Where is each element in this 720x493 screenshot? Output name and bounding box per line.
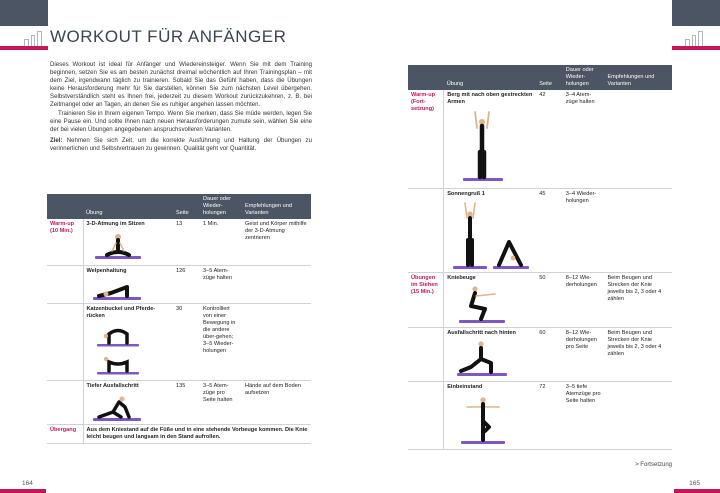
row-duration: 3–4 Atem-züge halten <box>563 90 605 188</box>
row-phase <box>47 303 83 380</box>
row-page: 72 <box>536 381 563 449</box>
header-bar-left <box>0 0 48 26</box>
row-page: 42 <box>536 90 563 188</box>
row-page: 126 <box>173 265 200 303</box>
row-duration: 3–5 Atem-züge halten <box>200 265 242 303</box>
table-row <box>47 219 311 265</box>
exercise-name: 3-D-Atmung im Sitzen <box>86 221 145 227</box>
workout-table-right <box>408 65 672 450</box>
table-row <box>408 381 672 449</box>
row-exercise <box>444 381 537 449</box>
goal-paragraph <box>50 137 312 153</box>
table-row <box>47 265 311 303</box>
mountain-arms-up-figure <box>447 108 517 182</box>
row-page: 30 <box>173 303 200 380</box>
row-page: 13 <box>173 219 200 265</box>
table-row <box>408 188 672 272</box>
page-title: WORKOUT FÜR ANFÄNGER <box>50 27 287 46</box>
row-phase: Übungen im Stehen (15 Min.) <box>408 272 444 327</box>
row-notes <box>604 188 672 272</box>
goal-label: Ziel: <box>50 136 63 144</box>
exercise-name: Welpenhaltung <box>86 267 127 274</box>
one-leg-stand-figure <box>447 393 517 445</box>
exercise-name: Kniebeuge <box>447 274 476 281</box>
low-lunge-figure <box>87 392 147 422</box>
row-exercise <box>83 265 173 303</box>
table-row <box>408 327 672 381</box>
header-notes: Empfehlungen und Varianten <box>242 194 311 219</box>
chart-logo-icon <box>24 28 42 46</box>
row-page: 135 <box>173 380 200 424</box>
row-exercise <box>444 327 537 381</box>
chart-logo-icon <box>685 28 703 46</box>
right-page <box>360 0 720 493</box>
sitting-breathing-figure <box>87 230 147 260</box>
row-page: 60 <box>536 327 563 381</box>
transition-label: Übergang <box>47 424 83 443</box>
exercise-name: Sonnengruß 1 <box>447 190 485 197</box>
header-exercise: Übung <box>444 65 537 90</box>
header-exercise: Übung <box>83 194 173 219</box>
row-exercise <box>444 188 537 272</box>
row-page: 50 <box>536 272 563 327</box>
row-phase <box>47 265 83 303</box>
page-number-right: 165 <box>689 480 700 487</box>
table-row <box>408 90 672 188</box>
row-phase: Warm-up (10 Min.) <box>47 219 83 265</box>
transition-row <box>47 424 311 443</box>
header-notes: Empfehlungen und Varianten <box>604 65 672 90</box>
accent-bar-left <box>0 46 48 50</box>
row-notes <box>604 381 672 449</box>
table-header <box>408 65 672 90</box>
intro-text <box>50 61 312 153</box>
back-lunge-figure <box>447 339 517 377</box>
exercise-name: Tiefer Ausfallschritt <box>86 382 139 389</box>
row-exercise <box>444 90 537 188</box>
intro-paragraph-2: Trainieren Sie in Ihrem eigenen Tempo. Wenn Sie merken, dass Sie müde werden, legen Sie eine Pause ein. Und sollte Ihnen nach neuen Herausforderungen zumute sein, wählen Sie eine der bei vielen Übungen angegebenen anspruchsvolleren Varianten. <box>50 109 312 133</box>
sun-salutation-figure <box>447 200 533 270</box>
table-row <box>47 380 311 424</box>
exercise-name: Berg mit nach oben gestreckten Armen <box>447 92 533 105</box>
row-duration: 8–12 Wie-derholungen pro Seite <box>563 327 605 381</box>
row-phase <box>408 381 444 449</box>
table-header <box>47 194 311 219</box>
continued-note: > Fortsetzung <box>635 462 672 468</box>
row-phase: Warm-up (Fort-setzung) <box>408 90 444 188</box>
header-phase <box>408 65 444 90</box>
row-exercise <box>83 303 173 380</box>
row-duration: 3–5 tiefe Atemzüge pro Seite halten <box>563 381 605 449</box>
row-notes: Beim Beugen und Strecken der Knie jeweils bis 2, 3 oder 4 zählen <box>604 272 672 327</box>
row-duration: 3–5 Atem-züge pro Seite halten <box>200 380 242 424</box>
exercise-name: Einbeinstand <box>447 383 483 390</box>
table-row <box>47 303 311 380</box>
transition-text: Aus dem Kniestand auf die Füße und in eine stehende Vorbeuge kommen. Die Knie leicht beugen und langsam in den Stand aufrollen. <box>83 424 311 443</box>
header-page: Seite <box>536 65 563 90</box>
header-duration: Dauer oder Wieder-holungen <box>563 65 605 90</box>
goal-text: Nehmen Sie sich Zeit, um die korrekte Ausführung und Haltung der Übungen zu verinnerlichen und Selbstvertrauen zu gewinnen. Qualität geht vor Quantität. <box>50 136 312 152</box>
row-duration: 8–12 Wie-derholungen <box>563 272 605 327</box>
squat-figure <box>447 284 517 324</box>
row-notes <box>242 303 311 380</box>
row-notes <box>242 265 311 303</box>
cat-cow-figure <box>87 322 147 378</box>
table-row <box>408 272 672 327</box>
row-duration: 1 Min. <box>200 219 242 265</box>
row-page: 45 <box>536 188 563 272</box>
row-exercise <box>83 380 173 424</box>
header-duration: Dauer oder Wieder-holungen <box>200 194 242 219</box>
row-notes: Hände auf dem Boden aufsetzen <box>242 380 311 424</box>
intro-paragraph-1: Dieses Workout ist ideal für Anfänger und Wiedereinsteiger. Wenn Sie mit dem Training beginnen, setzen Sie es am besten zunächst dreimal wöchentlich auf Ihren Trainingsplan – mit dem Ziel, irgendwann täglich zu trainieren. Sobald Sie das Gefühl haben, dass die Übungen keine Herausforderung mehr für Sie darstellen, können Sie zum nächsten Level übergehen. Selbstverständlich steht es Ihnen frei, jederzeit zu diesem Workout zurückzukehren, z. B. bei Zeitmangel oder an Tagen, an denen Sie es ruhiger angehen lassen möchten. <box>50 61 312 109</box>
header-bar-right <box>672 0 720 26</box>
exercise-name: Ausfallschritt nach hinten <box>447 329 516 336</box>
row-phase <box>47 380 83 424</box>
header-phase <box>47 194 83 219</box>
row-exercise <box>83 219 173 265</box>
puppy-pose-figure <box>87 277 147 301</box>
row-notes: Beim Beugen und Strecken der Knie jeweils bis 2, 3 oder 4 zählen <box>604 327 672 381</box>
row-notes: Geist und Körper mithilfe der 3-D-Atmung zentrieren <box>242 219 311 265</box>
row-phase <box>408 327 444 381</box>
footer-bar-left <box>0 489 46 493</box>
row-duration: Kontrolliert von einer Bewegung in die andere über-gehen; 3–5 Wieder-holungen <box>200 303 242 380</box>
row-phase <box>408 188 444 272</box>
workout-table-left <box>47 194 311 444</box>
header-page: Seite <box>173 194 200 219</box>
exercise-name: Katzenbuckel und Pferde-rücken <box>86 305 156 319</box>
row-duration: 3–4 Wieder-holungen <box>563 188 605 272</box>
footer-bar-right <box>674 489 720 493</box>
accent-bar-right <box>672 46 720 50</box>
page-number-left: 164 <box>22 480 33 487</box>
row-exercise <box>444 272 537 327</box>
row-notes <box>604 90 672 188</box>
